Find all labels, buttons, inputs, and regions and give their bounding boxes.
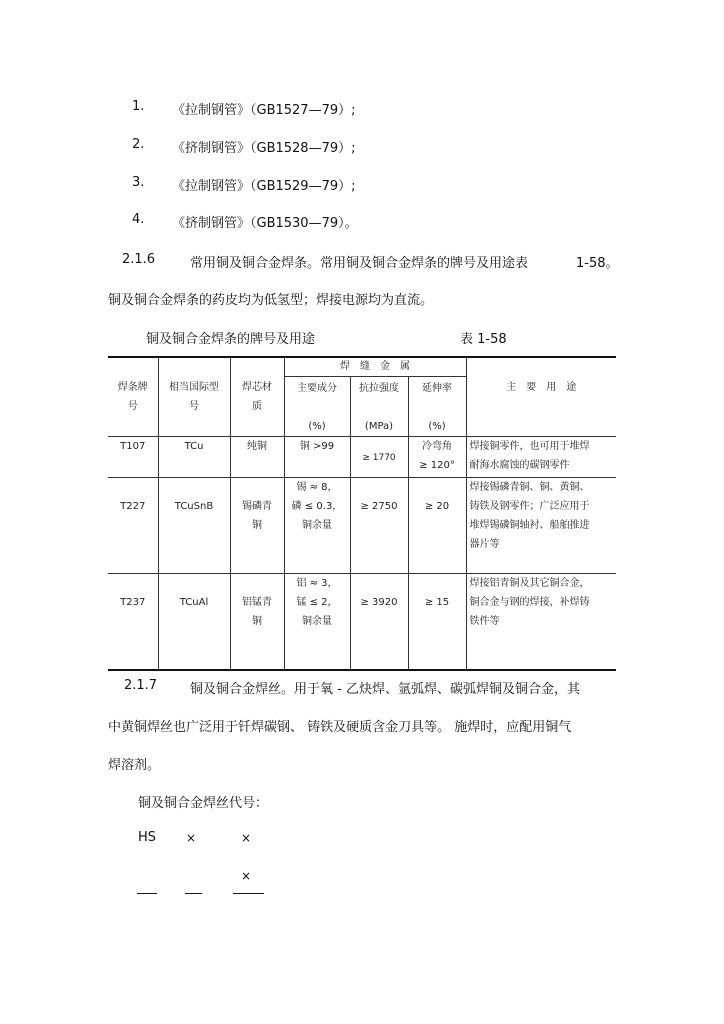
table-row <box>108 437 616 478</box>
list-number: 1. <box>132 99 145 114</box>
wire-code-placeholder: × <box>241 869 252 883</box>
table-reference: 1-58。 <box>576 256 619 271</box>
cell-grade: T237 <box>108 574 158 671</box>
cell-grade: T227 <box>108 478 158 574</box>
table-row <box>108 478 616 574</box>
cell-elongation: 冷弯角 ≥ 120° <box>408 437 466 478</box>
cell-elongation: ≥ 20 <box>408 478 466 574</box>
list-number: 4. <box>132 212 145 227</box>
list-text: 《挤制钢管》（GB1530—79）。 <box>172 216 358 231</box>
section-text: 中黄铜焊丝也广泛用于钎焊碳钢、 铸铁及硬质含金刀具等。 施焊时，应配用铜气 <box>108 720 572 735</box>
wire-code-prefix: HS <box>138 830 157 845</box>
table-title: 铜及铜合金焊条的牌号及用途 <box>146 332 316 347</box>
cell-core: 锡磷青 铜 <box>230 478 284 574</box>
header-electrode-grade: 焊条牌 号 <box>108 357 158 437</box>
code-underline <box>185 893 202 894</box>
header-weld-metal: 焊 缝 金 属 <box>284 357 466 377</box>
wire-code-placeholder: × <box>186 831 197 845</box>
cell-intl: TCuAl <box>158 574 230 671</box>
cell-intl: TCuSnB <box>158 478 230 574</box>
header-tensile: 抗拉强度 (MPa) <box>350 377 408 437</box>
wire-code-placeholder: × <box>241 831 252 845</box>
header-core-material: 焊芯材 质 <box>230 357 284 437</box>
section-text: 焊溶剂。 <box>108 758 161 773</box>
section-number: 2.1.7 <box>124 678 158 693</box>
cell-tensile: ≥ 3920 <box>350 574 408 671</box>
electrode-table <box>108 356 616 671</box>
table-row <box>108 574 616 671</box>
cell-usage: 焊接铝青铜及其它铜合金， 铜合金与钢的焊接，补焊铸 铁件等 <box>466 574 616 671</box>
cell-composition: 锡 ≈ 8， 磷 ≤ 0.3， 铜余量 <box>284 478 350 574</box>
section-text: 铜及铜合金焊条的药皮均为低氢型；焊接电源均为直流。 <box>108 293 434 308</box>
header-elongation: 延伸率 (%) <box>408 377 466 437</box>
cell-core: 纯铜 <box>230 437 284 478</box>
cell-tensile: ≥ 2750 <box>350 478 408 574</box>
cell-core: 铝锰青 铜 <box>230 574 284 671</box>
table-number: 表 1-58 <box>460 332 507 347</box>
list-text: 《挤制钢管》（GB1528—79）; <box>172 141 356 156</box>
cell-elongation: ≥ 15 <box>408 574 466 671</box>
list-number: 2. <box>132 137 145 152</box>
code-underline <box>137 893 157 894</box>
header-row <box>108 357 616 377</box>
header-usage: 主 要 用 途 <box>466 357 616 437</box>
cell-tensile: ≥ 1770 <box>350 437 408 478</box>
cell-usage: 焊接锡磷青铜、铜、黄铜、 铸铁及钢零件；广泛应用于 堆焊锡磷铜轴衬、船舶推进 器片等 <box>466 478 616 574</box>
header-composition: 主要成分 (%) <box>284 377 350 437</box>
cell-usage: 焊接铜零件，也可用于堆焊 耐海水腐蚀的碳钢零件 <box>466 437 616 478</box>
list-number: 3. <box>132 175 145 190</box>
wire-code-heading: 铜及铜合金焊丝代号： <box>138 796 269 811</box>
section-text: 常用铜及铜合金焊条。常用铜及铜合金焊条的牌号及用途表 <box>190 256 529 271</box>
cell-composition: 铝 ≈ 3， 锰 ≤ 2， 铜余量 <box>284 574 350 671</box>
list-text: 《拉制钢管》（GB1529—79）; <box>172 179 356 194</box>
code-underline <box>233 893 264 894</box>
header-intl-equivalent: 相当国际型 号 <box>158 357 230 437</box>
section-number: 2.1.6 <box>122 252 156 267</box>
list-text: 《拉制钢管》（GB1527—79）; <box>172 103 356 118</box>
cell-intl: TCu <box>158 437 230 478</box>
cell-composition: 铜 >99 <box>284 437 350 478</box>
section-text: 铜及铜合金焊丝。用于氧 - 乙炔焊、氩弧焊、碳弧焊铜及铜合金，其 <box>190 682 580 697</box>
cell-grade: T107 <box>108 437 158 478</box>
